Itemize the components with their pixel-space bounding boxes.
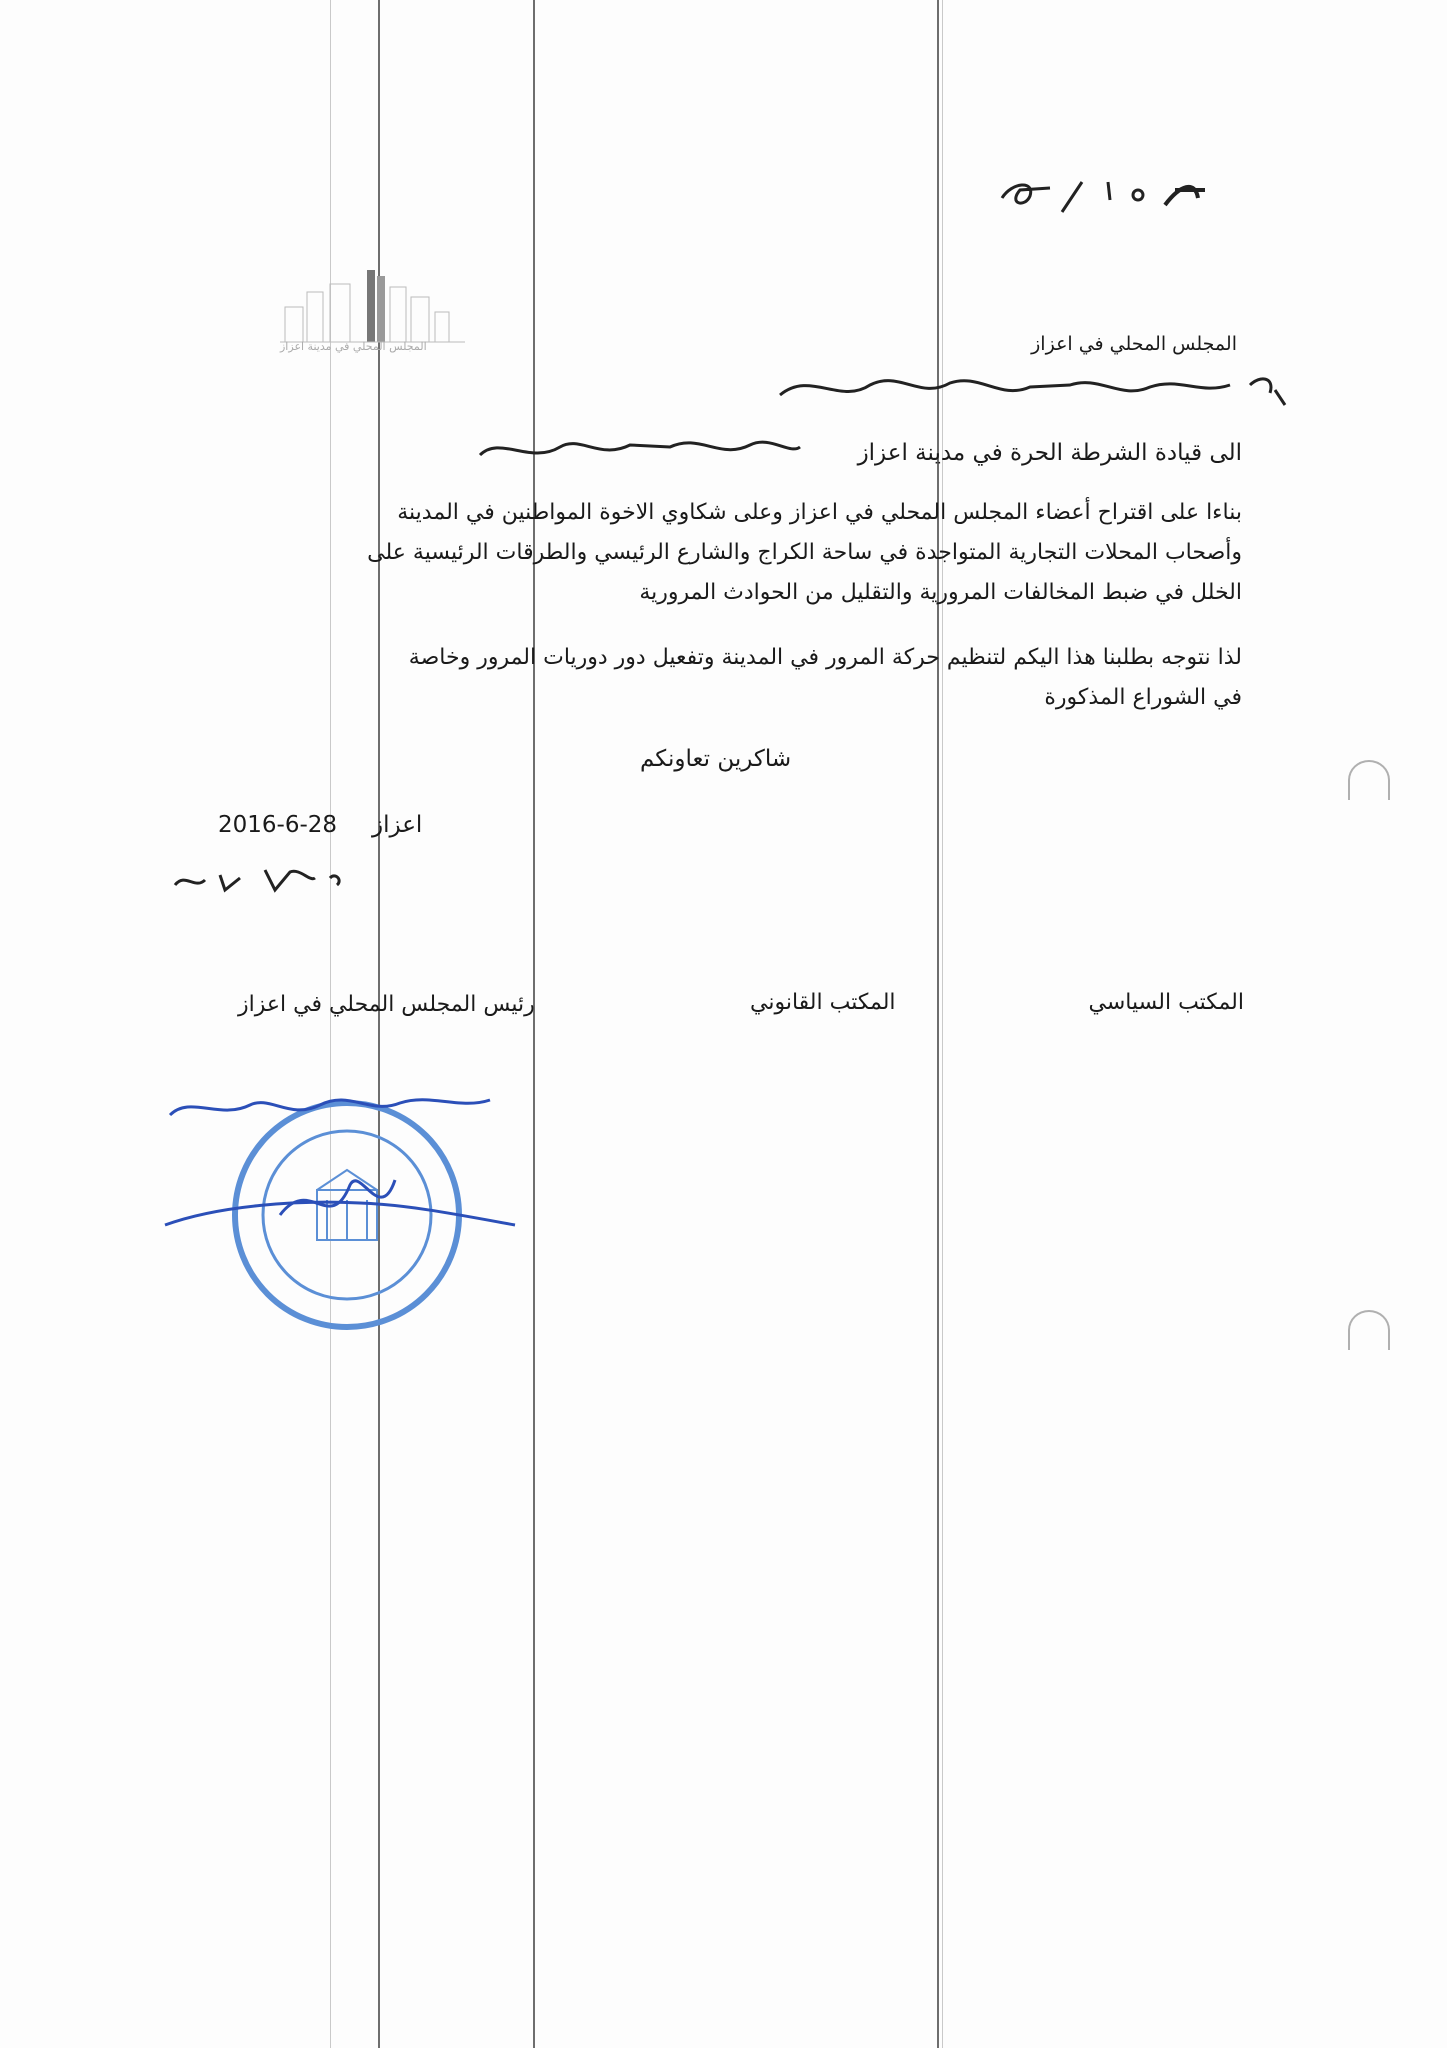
handwritten-reference <box>990 160 1220 230</box>
body-line: وأصحاب المحلات التجارية المتواجدة في ساحة الكراج والشارع الرئيسي والطرقات الرئيسية على <box>367 540 1242 565</box>
council-president: رئيس المجلس المحلي في اعزاز <box>238 992 535 1017</box>
body-line: في الشوراع المذكورة <box>1044 685 1242 710</box>
date-text: 2016-6-28 <box>218 812 338 838</box>
legal-office: المكتب القانوني <box>750 990 896 1015</box>
scan-line <box>533 0 535 2048</box>
council-name: المجلس المحلي في اعزاز <box>1031 333 1237 355</box>
logo-caption: المجلس المحلي في مدينة اعزاز <box>280 340 427 353</box>
handwritten-annotation <box>165 860 365 900</box>
body-line: بناءا على اقتراح أعضاء المجلس المحلي في اعزاز وعلى شكاوي الاخوة المواطنين في المدينة <box>397 500 1242 525</box>
scan-line <box>942 0 943 2048</box>
closing-text: شاكرين تعاونكم <box>640 746 792 772</box>
political-office: المكتب السياسي <box>1088 990 1244 1015</box>
date-place: اعزاز <box>372 812 423 838</box>
handwritten-annotation <box>770 365 1290 415</box>
addressee: الى قيادة الشرطة الحرة في مدينة اعزاز <box>857 440 1242 466</box>
signature <box>160 1075 520 1255</box>
handwritten-annotation <box>470 425 810 475</box>
scan-line <box>937 0 939 2048</box>
punch-hole <box>1348 1310 1390 1350</box>
punch-hole <box>1348 760 1390 800</box>
body-line: الخلل في ضبط المخالفات المرورية والتقليل من الحوادث المرورية <box>639 580 1242 605</box>
body-line: لذا نتوجه بطلبنا هذا اليكم لتنظيم حركة المرور في المدينة وتفعيل دور دوريات المرور وخاصة <box>408 645 1242 670</box>
